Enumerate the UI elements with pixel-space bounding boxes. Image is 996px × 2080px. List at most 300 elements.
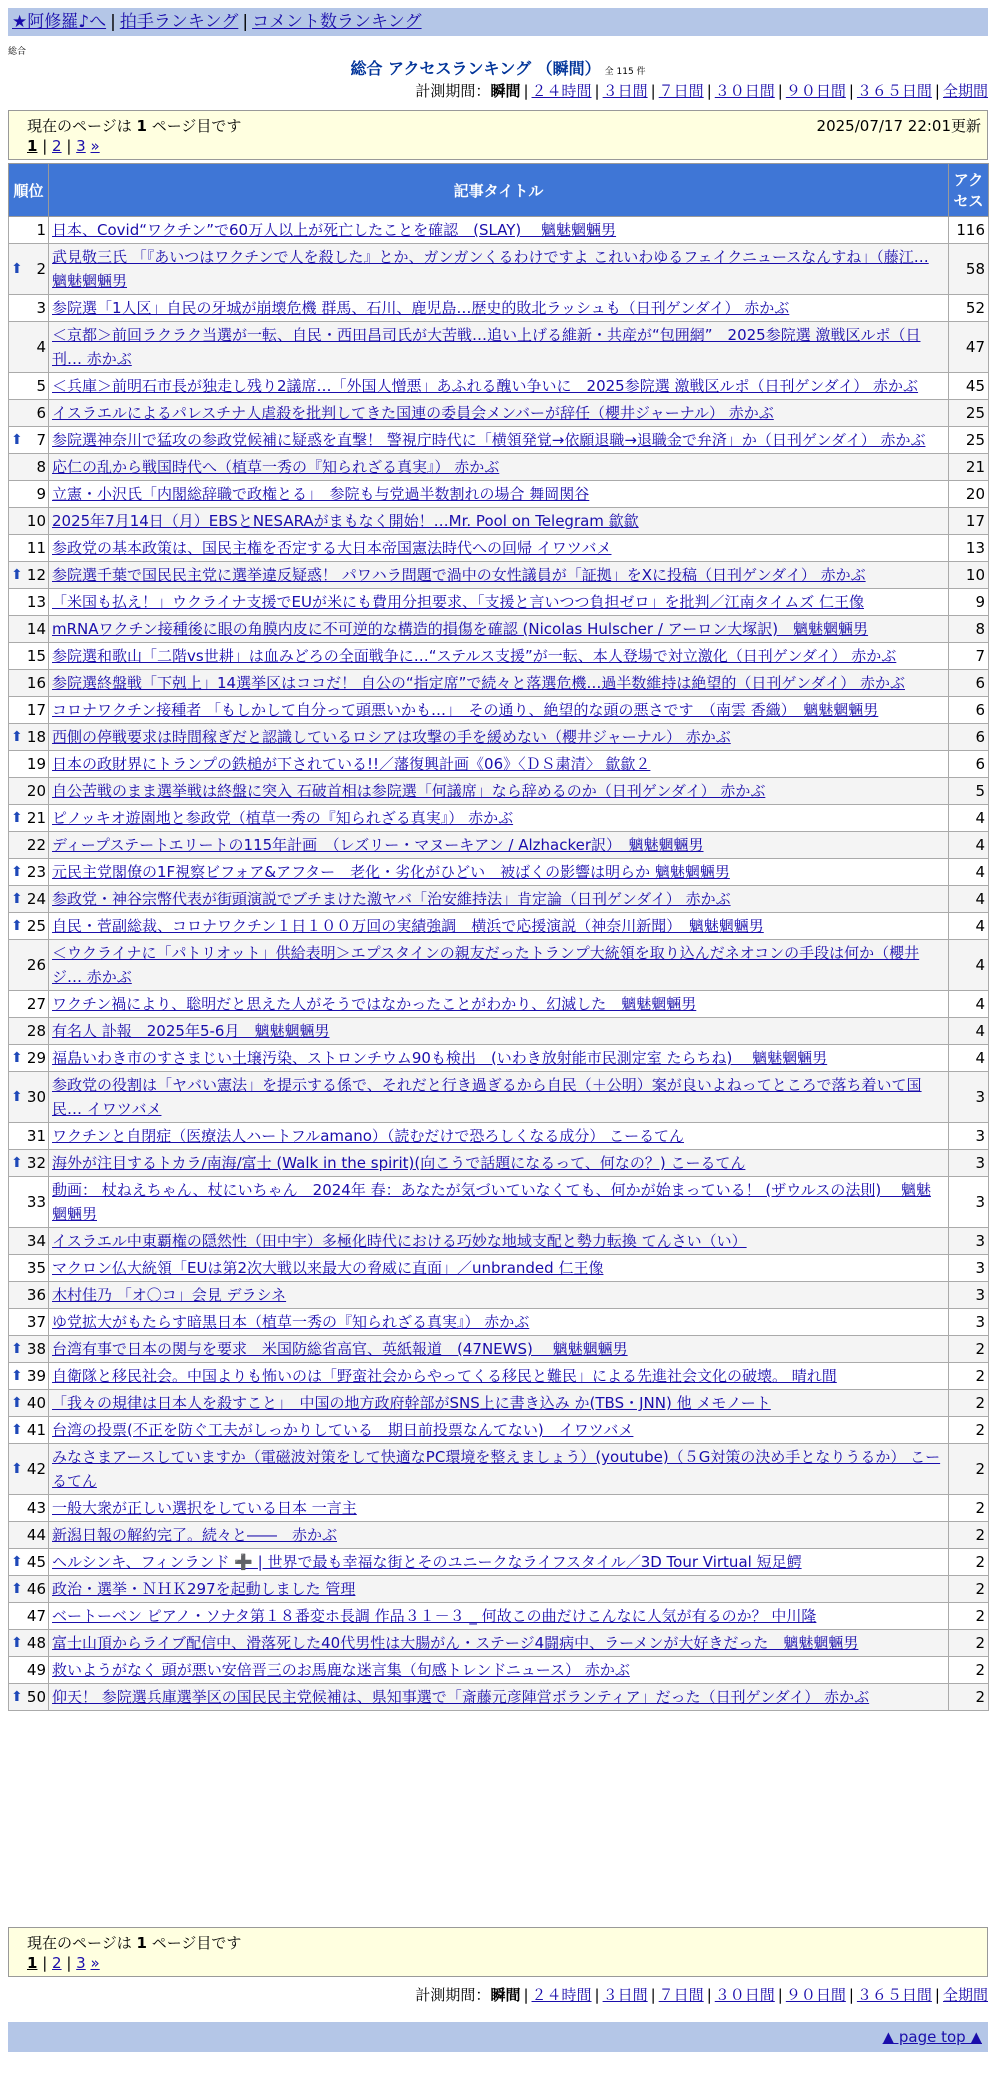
table-row	[9, 778, 989, 805]
nav-separator: |	[242, 12, 249, 32]
category-label: 総合	[8, 47, 27, 57]
title-cell	[49, 697, 949, 724]
article-title-link[interactable]: みなさまアースしていますか（電磁波対策をして快適なPC環境を整えましょう）(youtube)（５G対策の決め手となりうるか） こーるてん	[52, 1448, 941, 1490]
period-link-3d[interactable]: ３日間	[602, 1986, 648, 2004]
rank-cell	[9, 1150, 49, 1177]
up-arrow-icon: ⬆	[11, 729, 23, 745]
rank-number: 45	[26, 1553, 46, 1571]
rank-cell	[9, 886, 49, 913]
rank-cell	[9, 940, 49, 991]
title-cell	[49, 1630, 949, 1657]
access-count: 17	[949, 508, 989, 535]
article-title-link[interactable]: 新潟日報の解約完了。続々と―― 赤かぶ	[52, 1526, 338, 1544]
period-link-24h[interactable]: ２４時間	[531, 82, 592, 100]
table-row	[9, 1309, 989, 1336]
article-title-link[interactable]: 台湾有事で日本の関与を要求 米国防総省高官、英紙報道 (47NEWS) 魑魅魍魎男	[52, 1340, 628, 1358]
rank-cell	[9, 805, 49, 832]
article-title-link[interactable]: 武見敬三氏 「『あいつはワクチンで人を殺した』とか、ガンガンくるわけですよ これいわゆるフェイクニュースなんすね」（藤江… 魑魅魍魎男	[52, 248, 929, 290]
pager-top: 1 | 2 | 3 »	[27, 137, 100, 155]
rank-number: 39	[26, 1367, 46, 1385]
access-count: 2	[949, 1576, 989, 1603]
header-rank: 順位	[9, 164, 49, 217]
article-title-link[interactable]: 「米国も払え！」ウクライナ支援でEUが米にも費用分担要求、「支援と言いつつ負担ゼロ」を批判／江南タイムズ 仁王像	[52, 593, 864, 611]
table-row	[9, 1444, 989, 1495]
access-count: 3	[949, 1177, 989, 1228]
access-count: 3	[949, 1255, 989, 1282]
access-count: 45	[949, 373, 989, 400]
rank-number: 32	[26, 1154, 46, 1172]
rank-number: 44	[26, 1526, 46, 1544]
article-title-link[interactable]: 参院選神奈川で猛攻の参政党候補に疑惑を直撃！ 警視庁時代に「横領発覚→依願退職→退職金で弁済」か（日刊ゲンダイ） 赤かぶ	[52, 431, 926, 449]
article-title-link[interactable]: ベートーベン ピアノ・ソナタ第１８番変ホ長調 作品３１－３ _ 何故この曲だけこんなに人気が有るのか？ 中川隆	[52, 1607, 817, 1625]
page-top-link[interactable]: ▲ page top ▲	[882, 2028, 982, 2046]
period-link-7d[interactable]: ７日間	[658, 1986, 704, 2004]
table-row	[9, 1522, 989, 1549]
title-cell	[49, 1336, 949, 1363]
article-title-link[interactable]: 自民・菅副総裁、コロナワクチン１日１００万回の実績強調 横浜で応援演説（神奈川新聞） 魑魅魍魎男	[52, 917, 764, 935]
access-count: 4	[949, 940, 989, 991]
period-link-30d[interactable]: ３０日間	[714, 1986, 775, 2004]
period-current: 瞬間	[490, 82, 521, 100]
access-count: 8	[949, 616, 989, 643]
access-count: 3	[949, 1282, 989, 1309]
rank-cell	[9, 427, 49, 454]
rank-cell	[9, 1018, 49, 1045]
pager-next[interactable]: »	[90, 137, 100, 155]
title-cell	[49, 832, 949, 859]
article-title-link[interactable]: mRNAワクチン接種後に眼の角膜内皮に不可逆的な構造的損傷を確認 (Nicolas Hulscher / アーロン大塚訳) 魑魅魍魎男	[52, 620, 869, 638]
title-cell	[49, 913, 949, 940]
table-row	[9, 1018, 989, 1045]
title-cell	[49, 724, 949, 751]
table-row	[9, 508, 989, 535]
title-cell	[49, 454, 949, 481]
access-count: 3	[949, 1123, 989, 1150]
article-title-link[interactable]: 西側の停戦要求は時間稼ぎだと認識しているロシアは攻撃の手を緩めない（櫻井ジャーナル） 赤かぶ	[52, 728, 731, 746]
rank-number: 41	[26, 1421, 46, 1439]
period-link-7d[interactable]: ７日間	[658, 82, 704, 100]
up-arrow-icon: ⬆	[11, 810, 23, 826]
rank-cell	[9, 1363, 49, 1390]
table-row	[9, 1072, 989, 1123]
table-row	[9, 1363, 989, 1390]
table-row	[9, 295, 989, 322]
title-cell	[49, 295, 949, 322]
title-cell	[49, 643, 949, 670]
rank-cell	[9, 1282, 49, 1309]
title-cell	[49, 481, 949, 508]
period-current: 瞬間	[490, 1986, 521, 2004]
access-count: 2	[949, 1522, 989, 1549]
up-arrow-icon: ⬆	[11, 1689, 23, 1705]
page-title	[0, 56, 996, 79]
access-count: 2	[949, 1549, 989, 1576]
title-cell	[49, 508, 949, 535]
rank-cell	[9, 991, 49, 1018]
rank-cell	[9, 832, 49, 859]
title-cell	[49, 751, 949, 778]
rank-number: 15	[26, 647, 46, 665]
rank-number: 20	[26, 782, 46, 800]
access-count: 7	[949, 643, 989, 670]
nav-separator: |	[110, 12, 116, 32]
table-row	[9, 886, 989, 913]
up-arrow-icon: ⬆	[11, 1050, 23, 1066]
article-title-link[interactable]: ゆ党拡大がもたらす暗黒日本（植草一秀の『知られざる真実』） 赤かぶ	[52, 1313, 530, 1331]
title-cell	[49, 400, 949, 427]
table-row	[9, 562, 989, 589]
rank-cell	[9, 562, 49, 589]
title-cell	[49, 991, 949, 1018]
rank-number: 16	[26, 674, 46, 692]
article-title-link[interactable]: 立憲・小沢氏「内閣総辞職で政権とる」 参院も与党過半数割れの場合 舞岡関谷	[52, 485, 590, 503]
rank-number: 9	[36, 485, 46, 503]
period-link-90d[interactable]: ９０日間	[785, 1986, 846, 2004]
table-row	[9, 535, 989, 562]
pager-link-2[interactable]: 2	[52, 137, 62, 155]
article-title-link[interactable]: イスラエル中東覇権の隠然性（田中宇）多極化時代における巧妙な地域支配と勢力転換 てんさい（い）	[52, 1232, 747, 1250]
rank-number: 11	[26, 539, 46, 557]
rank-cell	[9, 535, 49, 562]
rank-cell	[9, 1123, 49, 1150]
rank-number: 33	[26, 1193, 46, 1211]
table-row	[9, 1282, 989, 1309]
title-cell	[49, 1549, 949, 1576]
article-title-link[interactable]: 自衛隊と移民社会。中国よりも怖いのは「野蛮社会からやってくる移民と難民」による先進社会文化の破壊。 晴れ間	[52, 1367, 837, 1385]
table-row	[9, 1336, 989, 1363]
page-info-box-top	[8, 110, 988, 160]
title-cell	[49, 217, 949, 244]
table-row	[9, 1630, 989, 1657]
up-arrow-icon: ⬆	[11, 432, 23, 448]
article-title-link[interactable]: ＜京都＞前回ラクラク当選が一転、自民・西田昌司氏が大苦戦…追い上げる維新・共産が“包囲網” 2025参院選 激戦区ルポ（日刊… 赤かぶ	[52, 326, 921, 368]
rank-cell	[9, 373, 49, 400]
title-cell	[49, 1444, 949, 1495]
title-cell	[49, 1495, 949, 1522]
access-count: 3	[949, 1309, 989, 1336]
article-title-link[interactable]: 海外が注目するトカラ/南海/富士 (Walk in the spirit)(向こうで話題になるって、何なの？) こーるてん	[52, 1154, 746, 1172]
table-row	[9, 373, 989, 400]
ranking-table	[8, 163, 989, 1711]
period-link-all[interactable]: 全期間	[942, 82, 988, 100]
access-count: 2	[949, 1417, 989, 1444]
title-cell	[49, 427, 949, 454]
period-link-365d[interactable]: ３６５日間	[856, 82, 932, 100]
access-count: 3	[949, 1150, 989, 1177]
article-title-link[interactable]: マクロン仏大統領「EUは第2次大戦以来最大の脅威に直面」／unbranded 仁王像	[52, 1259, 604, 1277]
article-title-link[interactable]: 一般大衆が正しい選択をしている日本 一言主	[52, 1499, 357, 1517]
rank-number: 19	[26, 755, 46, 773]
up-arrow-icon: ⬆	[11, 891, 23, 907]
period-label: 計測期間：	[415, 1986, 491, 2004]
article-title-link[interactable]: 台湾の投票(不正を防ぐ工夫がしっかりしている 期日前投票なんてない) イワツバメ	[52, 1421, 634, 1439]
rank-number: 48	[26, 1634, 46, 1652]
rank-cell	[9, 217, 49, 244]
pager-link-2[interactable]: 2	[52, 1954, 62, 1972]
title-cell	[49, 616, 949, 643]
rank-number: 1	[36, 221, 46, 239]
access-count: 4	[949, 991, 989, 1018]
article-title-link[interactable]: 参院選千葉で国民民主党に選挙違反疑惑！ パワハラ問題で渦中の女性議員が「証拠」をXに投稿（日刊ゲンダイ） 赤かぶ	[52, 566, 866, 584]
access-count: 4	[949, 805, 989, 832]
article-title-link[interactable]: 救いようがなく 頭が悪い安倍晋三のお馬鹿な迷言集（旬感トレンドニュース） 赤かぶ	[52, 1661, 630, 1679]
rank-cell	[9, 400, 49, 427]
table-row	[9, 1150, 989, 1177]
rank-number: 34	[26, 1232, 46, 1250]
period-link-all[interactable]: 全期間	[942, 1986, 988, 2004]
article-title-link[interactable]: ＜兵庫＞前明石市長が独走し残り2議席…「外国人憎悪」あふれる醜い争いに 2025参院選 激戦区ルポ（日刊ゲンダイ） 赤かぶ	[52, 377, 919, 395]
article-title-link[interactable]: 福島いわき市のすさまじい土壌汚染、ストロンチウム90も検出 (いわき放射能市民測定室 たらちね) 魑魅魍魎男	[52, 1049, 828, 1067]
rank-cell	[9, 859, 49, 886]
rank-cell	[9, 322, 49, 373]
title-cell	[49, 1657, 949, 1684]
rank-number: 6	[36, 404, 46, 422]
page-title-text: 総合 アクセスランキング （瞬間）	[350, 59, 601, 78]
rank-cell	[9, 778, 49, 805]
rank-number: 23	[26, 863, 46, 881]
table-row	[9, 859, 989, 886]
access-count: 6	[949, 751, 989, 778]
table-row	[9, 1390, 989, 1417]
table-row	[9, 616, 989, 643]
article-title-link[interactable]: ワクチンと自閉症（医療法人ハートフルamano）（読むだけで恐ろしくなる成分） こーるてん	[52, 1127, 685, 1145]
title-cell	[49, 805, 949, 832]
title-cell	[49, 1390, 949, 1417]
article-title-link[interactable]: ピノッキオ遊園地と参政党（植草一秀の『知られざる真実』） 赤かぶ	[52, 809, 514, 827]
period-link-30d[interactable]: ３０日間	[714, 82, 775, 100]
rank-cell	[9, 244, 49, 295]
rank-cell	[9, 1228, 49, 1255]
up-arrow-icon: ⬆	[11, 1155, 23, 1171]
access-count: 4	[949, 832, 989, 859]
rank-cell	[9, 697, 49, 724]
rank-cell	[9, 1495, 49, 1522]
table-row	[9, 643, 989, 670]
up-arrow-icon: ⬆	[11, 864, 23, 880]
title-cell	[49, 1417, 949, 1444]
pager-next[interactable]: »	[90, 1954, 100, 1972]
article-title-link[interactable]: 木村佳乃 「オ〇コ」会見 デラシネ	[52, 1286, 287, 1304]
access-count: 2	[949, 1444, 989, 1495]
table-row	[9, 481, 989, 508]
rank-number: 5	[36, 377, 46, 395]
access-count: 10	[949, 562, 989, 589]
access-count: 2	[949, 1684, 989, 1711]
access-count: 5	[949, 778, 989, 805]
article-title-link[interactable]: 2025年7月14日（月）EBSとNESARAがまもなく開始！…Mr. Pool on Telegram 歙歙	[52, 512, 639, 530]
rank-number: 21	[26, 809, 46, 827]
access-count: 4	[949, 1018, 989, 1045]
rank-number: 13	[26, 593, 46, 611]
table-row	[9, 427, 989, 454]
rank-cell	[9, 913, 49, 940]
access-count: 3	[949, 1072, 989, 1123]
table-row	[9, 697, 989, 724]
article-title-link[interactable]: 日本の政財界にトランプの鉄槌が下されている!!／藩復興計画《06》〈ＤＳ粛清〉 歙歙２	[52, 755, 651, 773]
rank-number: 12	[26, 566, 46, 584]
current-page-text: 現在のページは 1 ページ目です	[27, 1934, 242, 1952]
table-row	[9, 1177, 989, 1228]
rank-number: 14	[26, 620, 46, 638]
access-count: 2	[949, 1495, 989, 1522]
article-title-link[interactable]: 日本、Covid“ワクチン”で60万人以上が死亡したことを確認 (SLAY) 魑魅魍魎男	[52, 221, 617, 239]
rank-cell	[9, 1549, 49, 1576]
rank-cell	[9, 481, 49, 508]
rank-number: 46	[26, 1580, 46, 1598]
up-arrow-icon: ⬆	[11, 1635, 23, 1651]
access-count: 9	[949, 589, 989, 616]
rank-cell	[9, 295, 49, 322]
rank-cell	[9, 670, 49, 697]
article-title-link[interactable]: 参院選和歌山「二階vs世耕」は血みどろの全面戦争に…“ステルス支援”が一転、本人登場で対立激化（日刊ゲンダイ） 赤かぶ	[52, 647, 897, 665]
article-title-link[interactable]: ワクチン禍により、聡明だと思えた人がそうではなかったことがわかり、幻滅した 魑魅魍魎男	[52, 995, 697, 1013]
rank-cell	[9, 1390, 49, 1417]
pager-link-3[interactable]: 3	[76, 1954, 86, 1972]
title-cell	[49, 1177, 949, 1228]
table-row	[9, 217, 989, 244]
article-title-link[interactable]: 仰天！ 参院選兵庫選挙区の国民民主党候補は、県知事選で「斎藤元彦陣営ボランティア」だった（日刊ゲンダイ） 赤かぶ	[52, 1688, 870, 1706]
table-row	[9, 1228, 989, 1255]
article-title-link[interactable]: 参政党・神谷宗幣代表が街頭演説でブチまけた激ヤバ「治安維持法」肯定論（日刊ゲンダイ） 赤かぶ	[52, 890, 731, 908]
period-link-365d[interactable]: ３６５日間	[856, 1986, 932, 2004]
rank-number: 49	[26, 1661, 46, 1679]
rank-number: 28	[26, 1022, 46, 1040]
article-title-link[interactable]: 参院選終盤戦「下剋上」14選挙区はココだ！ 自公の“指定席”で続々と落選危機…過半数維持は絶望的（日刊ゲンダイ） 赤かぶ	[52, 674, 905, 692]
rank-number: 4	[36, 338, 46, 356]
table-row	[9, 1684, 989, 1711]
rank-number: 27	[26, 995, 46, 1013]
rank-cell	[9, 1522, 49, 1549]
rank-number: 38	[26, 1340, 46, 1358]
article-title-link[interactable]: 元民主党閣僚の1F視察ビフォア&アフター 老化・劣化がひどい 被ばくの影響は明らか 魑魅魍魎男	[52, 863, 730, 881]
up-arrow-icon: ⬆	[11, 1395, 23, 1411]
title-cell	[49, 244, 949, 295]
period-label: 計測期間：	[415, 82, 491, 100]
access-count: 3	[949, 1228, 989, 1255]
up-arrow-icon: ⬆	[11, 1554, 23, 1570]
title-cell	[49, 373, 949, 400]
access-count: 58	[949, 244, 989, 295]
table-row	[9, 400, 989, 427]
access-count: 4	[949, 913, 989, 940]
up-arrow-icon: ⬆	[11, 1089, 23, 1105]
article-title-link[interactable]: ヘルシンキ、フィンランド ➕ | 世界で最も幸福な街とそのユニークなライフスタイル／3D Tour Virtual 短足鰐	[52, 1553, 802, 1571]
up-arrow-icon: ⬆	[11, 918, 23, 934]
access-count: 21	[949, 454, 989, 481]
title-cell	[49, 535, 949, 562]
access-count: 4	[949, 859, 989, 886]
article-title-link[interactable]: 参政党の役割は「ヤバい憲法」を提示する係で、それだと行き過ぎるから自民（＋公明）案が良いよねってところで落ち着いて国民… イワツバメ	[52, 1076, 922, 1118]
up-arrow-icon: ⬆	[11, 1422, 23, 1438]
article-title-link[interactable]: コロナワクチン接種者 「もしかして自分って頭悪いかも…」 その通り、絶望的な頭の悪さです （南雲 香織） 魑魅魍魎男	[52, 701, 879, 719]
article-title-link[interactable]: 参政党の基本政策は、国民主権を否定する大日本帝国憲法時代への回帰 イワツバメ	[52, 539, 612, 557]
access-count: 6	[949, 670, 989, 697]
rank-number: 2	[36, 260, 46, 278]
title-cell	[49, 1309, 949, 1336]
rank-cell	[9, 1444, 49, 1495]
pager-link-3[interactable]: 3	[76, 137, 86, 155]
rank-cell	[9, 1657, 49, 1684]
title-cell	[49, 562, 949, 589]
article-title-link[interactable]: 「我々の規律は日本人を殺すこと」 中国の地方政府幹部がSNS上に書き込み か(TBS・JNN) 他 メモノート	[52, 1394, 771, 1412]
rank-cell	[9, 643, 49, 670]
access-count: 2	[949, 1363, 989, 1390]
access-count: 2	[949, 1657, 989, 1684]
rank-cell	[9, 1417, 49, 1444]
title-cell	[49, 1603, 949, 1630]
period-link-3d[interactable]: ３日間	[602, 82, 648, 100]
current-page-text: 現在のページは 1 ページ目です	[27, 117, 242, 135]
table-row	[9, 1495, 989, 1522]
article-title-link[interactable]: イスラエルによるパレスチナ人虐殺を批判してきた国連の委員会メンバーが辞任（櫻井ジャーナル） 赤かぶ	[52, 404, 774, 422]
up-arrow-icon: ⬆	[11, 567, 23, 583]
table-row	[9, 991, 989, 1018]
article-title-link[interactable]: 自公苦戦のまま選挙戦は終盤に突入 石破首相は参院選「何議席」なら辞めるのか（日刊ゲンダイ） 赤かぶ	[52, 782, 766, 800]
article-title-link[interactable]: 富士山頂からライブ配信中、滑落死した40代男性は大腸がん・ステージ4闘病中、ラーメンが大好きだった 魑魅魍魎男	[52, 1634, 859, 1652]
table-row	[9, 913, 989, 940]
table-row	[9, 751, 989, 778]
rank-cell	[9, 1045, 49, 1072]
article-title-link[interactable]: 参院選「1人区」自民の牙城が崩壊危機 群馬、石川、鹿児島…歴史的敗北ラッシュも（日刊ゲンダイ） 赤かぶ	[52, 299, 790, 317]
access-count: 4	[949, 1045, 989, 1072]
table-row	[9, 589, 989, 616]
top-nav-bar	[8, 8, 988, 36]
table-row	[9, 1123, 989, 1150]
access-count: 25	[949, 400, 989, 427]
updated-timestamp: 2025/07/17 22:01更新	[816, 117, 981, 135]
title-cell	[49, 1228, 949, 1255]
access-count: 2	[949, 1630, 989, 1657]
rank-number: 29	[26, 1049, 46, 1067]
rank-cell	[9, 751, 49, 778]
period-link-90d[interactable]: ９０日間	[785, 82, 846, 100]
rank-number: 30	[26, 1088, 46, 1106]
period-selector-bottom: 計測期間：瞬間 | ２４時間 | ３日間 | ７日間 | ３０日間 | ９０日間 | ３６５日間 | 全期間	[415, 1986, 988, 2004]
period-link-24h[interactable]: ２４時間	[531, 1986, 592, 2004]
rank-number: 43	[26, 1499, 46, 1517]
article-title-link[interactable]: 政治・選挙・ＮＨＫ297を起動しました 管理	[52, 1580, 356, 1598]
article-title-link[interactable]: 動画： 杖ねえちゃん、杖にいちゃん 2024年 春：あなたが気づいていなくても、何かが始まっている！ (ザウルスの法則) 魑魅魍魎男	[52, 1181, 931, 1223]
header-title: 記事タイトル	[49, 164, 949, 217]
rank-cell	[9, 1336, 49, 1363]
comment-ranking-link[interactable]: コメント数ランキング	[252, 12, 422, 32]
article-title-link[interactable]: ディープステートエリートの115年計画 （レズリー・マヌーキアン / Alzhacker訳） 魑魅魍魎男	[52, 836, 704, 854]
article-title-link[interactable]: 有名人 訃報 2025年5-6月 魑魅魍魎男	[52, 1022, 330, 1040]
access-count: 13	[949, 535, 989, 562]
title-cell	[49, 778, 949, 805]
access-count: 2	[949, 1390, 989, 1417]
home-link[interactable]: ★阿修羅♪へ	[12, 12, 107, 32]
rank-cell	[9, 616, 49, 643]
page-info-box-bottom	[8, 1927, 988, 1977]
rank-cell	[9, 1684, 49, 1711]
rank-number: 42	[26, 1460, 46, 1478]
title-cell	[49, 670, 949, 697]
table-row	[9, 1603, 989, 1630]
rank-number: 40	[26, 1394, 46, 1412]
article-title-link[interactable]: ＜ウクライナに「パトリオット」供給表明＞エプスタインの親友だったトランプ大統領を取り込んだネオコンの手段は何か（櫻井ジ… 赤かぶ	[52, 944, 920, 986]
rank-cell	[9, 1576, 49, 1603]
rank-number: 37	[26, 1313, 46, 1331]
article-title-link[interactable]: 応仁の乱から戦国時代へ（植草一秀の『知られざる真実』） 赤かぶ	[52, 458, 500, 476]
rank-number: 31	[26, 1127, 46, 1145]
up-arrow-icon: ⬆	[11, 1368, 23, 1384]
title-cell	[49, 1255, 949, 1282]
table-row	[9, 724, 989, 751]
clap-ranking-link[interactable]: 拍手ランキング	[119, 12, 239, 32]
rank-number: 24	[26, 890, 46, 908]
pager-current: 1	[27, 1954, 38, 1972]
